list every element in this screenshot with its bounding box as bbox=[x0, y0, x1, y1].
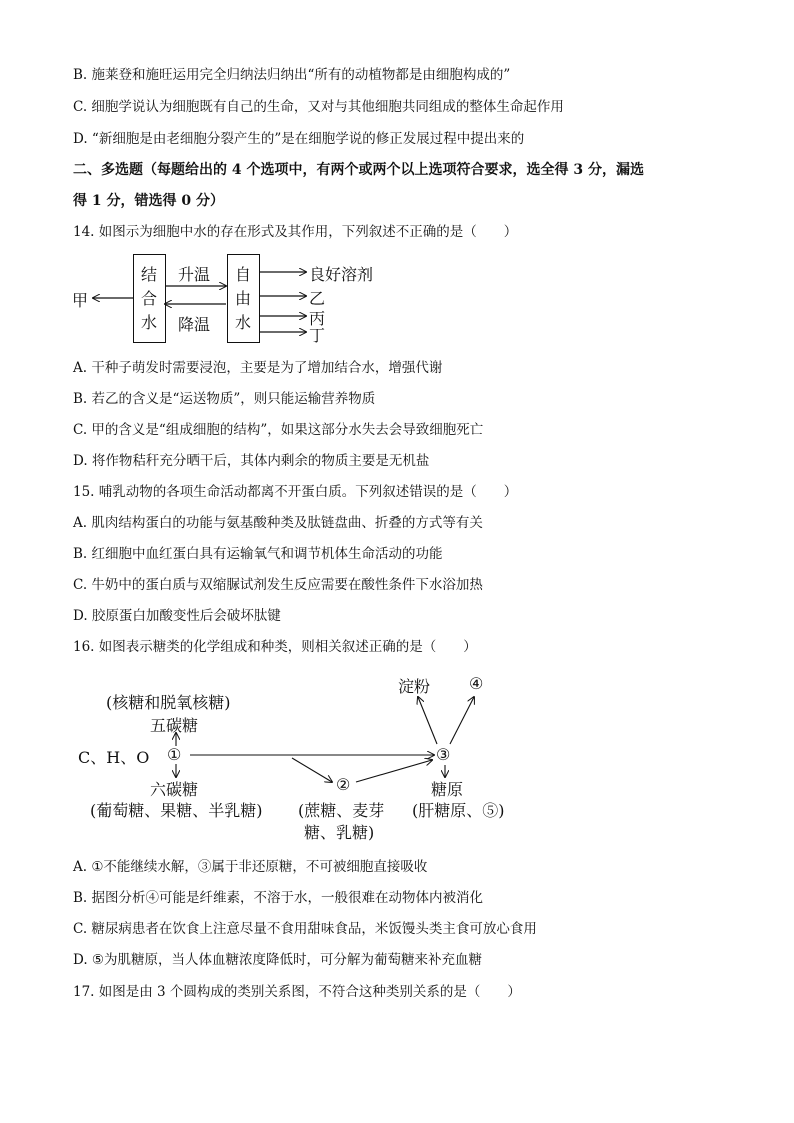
arrow-to-2 bbox=[292, 758, 332, 782]
arrow-to-4 bbox=[450, 697, 474, 744]
label-good-solvent: 良好溶剂 bbox=[309, 265, 374, 284]
q15-stem: 15. 哺乳动物的各项生命活动都离不开蛋白质。下列叙述错误的是（ ） bbox=[73, 484, 518, 500]
label-heat: 升温 bbox=[178, 265, 211, 284]
q16-option-d: D. ⑤为肌糖原，当人体血糖浓度降低时，可分解为葡萄糖来补充血糖 bbox=[73, 952, 483, 968]
node-2: ② bbox=[336, 775, 351, 794]
label-ribose-note: (核糖和脱氧核糖) bbox=[106, 693, 231, 712]
free-water-char-1: 自 bbox=[234, 265, 251, 284]
label-yi: 乙 bbox=[309, 289, 326, 308]
q14-option-d: D. 将作物秸秆充分晒干后，其体内剩余的物质主要是无机盐 bbox=[73, 453, 430, 469]
node-3: ③ bbox=[436, 745, 451, 764]
label-bing: 丙 bbox=[309, 309, 326, 328]
q16-stem: 16. 如图表示糖类的化学组成和种类，则相关叙述正确的是（ ） bbox=[73, 639, 477, 655]
arrow-to-starch bbox=[418, 697, 437, 744]
q16-option-b: B. 据图分析④可能是纤维素，不溶于水，一般很难在动物体内被消化 bbox=[73, 890, 484, 906]
label-hexose: 六碳糖 bbox=[150, 780, 199, 799]
node-1: ① bbox=[167, 745, 182, 764]
q15-option-a: A. 肌肉结构蛋白的功能与氨基酸种类及肽链盘曲、折叠的方式等有关 bbox=[73, 515, 483, 531]
label-starch: 淀粉 bbox=[398, 677, 431, 696]
section-heading-line-2: 得 1 分，错选得 0 分） bbox=[73, 193, 224, 209]
label-glycogen: 糖原 bbox=[431, 780, 464, 799]
q13-option-c: C. 细胞学说认为细胞既有自己的生命，又对与其他细胞共同组成的整体生命起作用 bbox=[73, 99, 564, 115]
label-disaccharide-note-2: 糖、乳糖) bbox=[304, 823, 375, 842]
label-cool: 降温 bbox=[178, 315, 211, 334]
q14-stem: 14. 如图示为细胞中水的存在形式及其作用，下列叙述不正确的是（ ） bbox=[73, 224, 518, 240]
q13-option-b: B. 施莱登和施旺运用完全归纳法归纳出“所有的动植物都是由细胞构成的” bbox=[73, 67, 511, 83]
bound-water-char-2: 合 bbox=[140, 289, 157, 308]
node-4: ④ bbox=[469, 674, 484, 693]
q14-option-b: B. 若乙的含义是“运送物质”，则只能运输营养物质 bbox=[73, 391, 376, 407]
q17-stem: 17. 如图是由 3 个圆构成的类别关系图，不符合这种类别关系的是（ ） bbox=[73, 984, 521, 1000]
q13-option-d: D. “新细胞是由老细胞分裂产生的”是在细胞学说的修正发展过程中提出来的 bbox=[73, 131, 525, 147]
free-water-char-2: 由 bbox=[234, 289, 251, 308]
bound-water-char-1: 结 bbox=[140, 265, 157, 284]
label-ding: 丁 bbox=[309, 326, 326, 345]
water-label-jia: 甲 bbox=[72, 291, 89, 310]
label-hexose-note: (葡萄糖、果糖、半乳糖) bbox=[90, 801, 263, 820]
q16-option-a: A. ①不能继续水解，③属于非还原糖，不可被细胞直接吸收 bbox=[73, 859, 428, 875]
q15-option-b: B. 红细胞中血红蛋白具有运输氧气和调节机体生命活动的功能 bbox=[73, 546, 443, 562]
q15-option-c: C. 牛奶中的蛋白质与双缩脲试剂发生反应需要在酸性条件下水浴加热 bbox=[73, 577, 483, 593]
bound-water-char-3: 水 bbox=[140, 313, 157, 332]
arrow-2-to-3 bbox=[356, 760, 432, 782]
q16-option-c: C. 糖尿病患者在饮食上注意尽量不食用甜味食品，米饭馒头类主食可放心食用 bbox=[73, 921, 537, 937]
label-glycogen-note: (肝糖原、⑤) bbox=[412, 801, 505, 820]
label-elements: C、H、O bbox=[78, 748, 150, 767]
free-water-char-3: 水 bbox=[234, 313, 251, 332]
label-pentose: 五碳糖 bbox=[150, 716, 199, 735]
section-heading-line-1: 二、多选题（每题给出的 4 个选项中，有两个或两个以上选项符合要求，选全得 3 分，漏选 bbox=[73, 162, 644, 178]
q15-option-d: D. 胶原蛋白加酸变性后会破坏肽键 bbox=[73, 608, 281, 624]
q14-option-c: C. 甲的含义是“组成细胞的结构”，如果这部分水失去会导致细胞死亡 bbox=[73, 422, 484, 438]
q14-option-a: A. 干种子萌发时需要浸泡，主要是为了增加结合水，增强代谢 bbox=[73, 360, 443, 376]
label-disaccharide-note-1: (蔗糖、麦芽 bbox=[298, 801, 385, 820]
